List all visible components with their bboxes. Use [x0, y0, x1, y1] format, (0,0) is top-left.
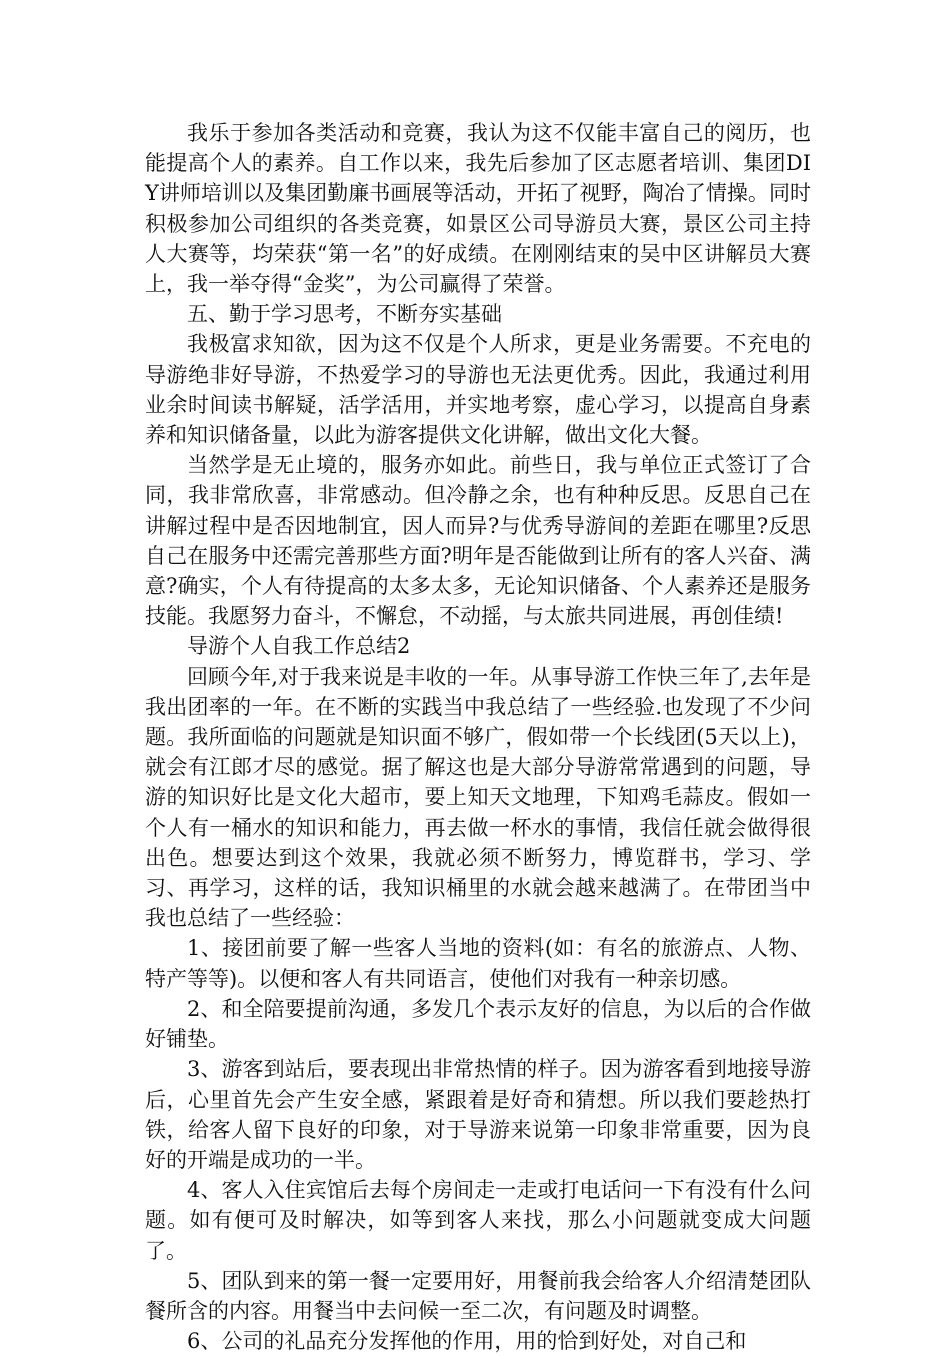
paragraph-review: 回顾今年,对于我来说是丰收的一年。从事导游工作快三年了,去年是我出团率的一年。在不断的实践当中我总结了一些经验.也发现了不少问题。我所面临的问题就是知识面不够广，假如带一个长线团(5天以上)，就会有江郎才尽的感觉。据了解这也是大部分导游常常遇到的问题，导游的知识好比是文化大超市，要上知天文地理，下知鸡毛蒜皮。假如一个人有一桶水的知识和能力，再去做一杯水的事情，我信任就会做得很出色。想要达到这个效果，我就必须不断努力，博览群书，学习、学习、再学习，这样的话，我知识桶里的水就会越来越满了。在带团当中我也总结了一些经验： — [145, 664, 811, 931]
section-heading-study: 五、勤于学习思考，不断夯实基础 — [187, 302, 502, 327]
paragraph-activities: 我乐于参加各类活动和竞赛，我认为这不仅能丰富自己的阅历，也能提高个人的素养。自工作以来，我先后参加了区志愿者培训、集团DIY讲师培训以及集团勤廉书画展等活动，开拓了视野，陶冶了情操。同时积极参加公司组织的各类竞赛，如景区公司导游员大赛，景区公司主持人大赛等，均荣获“第一名”的好成绩。在刚刚结束的吴中区讲解员大赛上，我一举夺得“金奖”，为公司赢得了荣誉。 — [145, 121, 811, 297]
summary-title-2: 导游个人自我工作总结2 — [187, 634, 411, 659]
paragraph-curiosity: 我极富求知欲，因为这不仅是个人所求，更是业务需要。不充电的导游绝非好导游，不热爱学习的导游也无法更优秀。因此，我通过利用业余时间读书解疑，活学活用，并实地考察，虚心学习，以提高自身素养和知识储备量，以此为游客提供文化讲解，做出文化大餐。 — [145, 332, 811, 448]
list-item-3: 3、游客到站后，要表现出非常热情的样子。因为游客看到地接导游后，心里首先会产生安全感，紧跟着是好奇和猜想。所以我们要趁热打铁，给客人留下良好的印象，对于导游来说第一印象非常重要，因为良好的开端是成功的一半。 — [145, 1057, 811, 1172]
paragraph-reflection: 当然学是无止境的，服务亦如此。前些日，我与单位正式签订了合同，我非常欣喜，非常感动。但冷静之余，也有种种反思。反思自己在讲解过程中是否因地制宜，因人而异?与优秀导游间的差距在哪里?反思自己在服务中还需完善那些方面?明年是否能做到让所有的客人兴奋、满意?确实，个人有待提高的太多太多，无论知识储备、个人素养还是服务技能。我愿努力奋斗，不懈怠，不动摇，与太旅共同进展，再创佳绩! — [145, 453, 811, 629]
list-item-2: 2、和全陪要提前沟通，多发几个表示友好的信息，为以后的合作做好铺垫。 — [145, 996, 811, 1052]
list-item-1: 1、接团前要了解一些客人当地的资料(如：有名的旅游点、人物、特产等等)。以便和客人有共同语言，使他们对我有一种亲切感。 — [145, 936, 811, 991]
list-item-4: 4、客人入住宾馆后去每个房间走一走或打电话问一下有没有什么问题。如有便可及时解决，如等到客人来找，那么小问题就变成大问题了。 — [145, 1178, 811, 1263]
document-body — [145, 118, 811, 1356]
list-item-6: 6、公司的礼品充分发挥他的作用，用的恰到好处，对自己和 — [187, 1329, 747, 1354]
list-item-5: 5、团队到来的第一餐一定要用好，用餐前我会给客人介绍清楚团队餐所含的内容。用餐当中去问候一至二次，有问题及时调整。 — [145, 1268, 811, 1323]
